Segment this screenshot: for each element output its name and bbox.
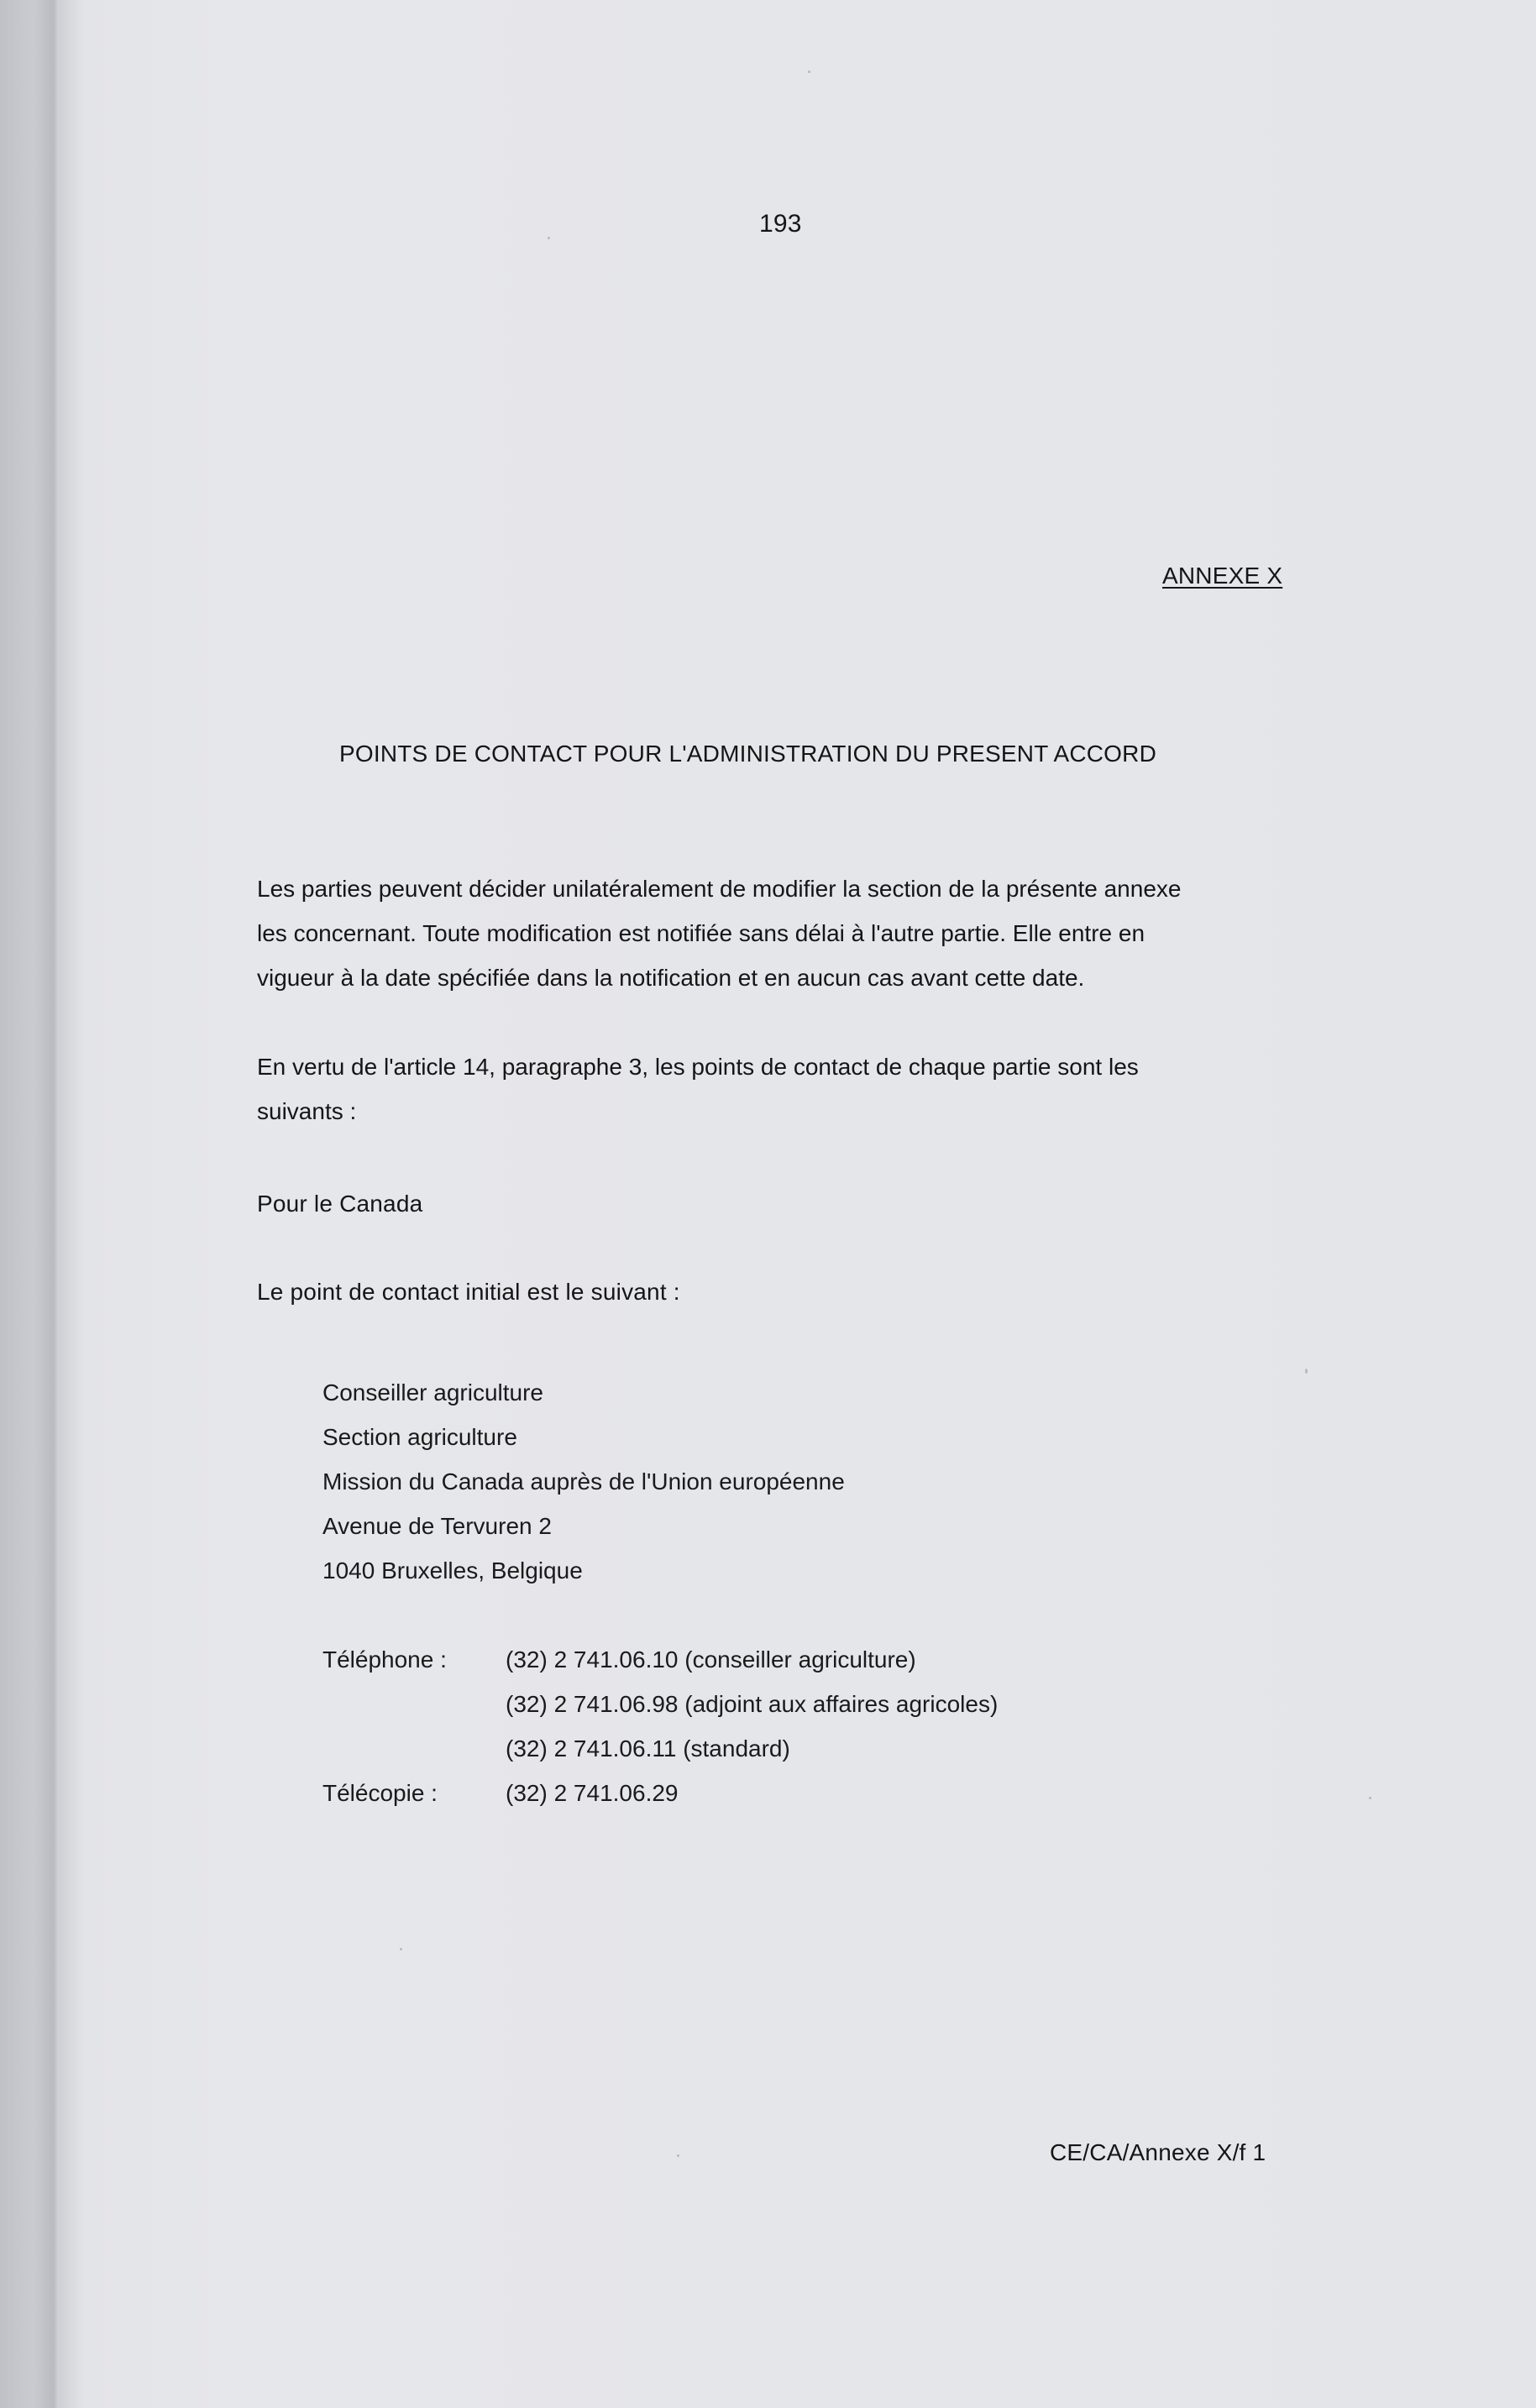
- paper-speck: [1305, 1369, 1308, 1374]
- telephone-number-standard: (32) 2 741.06.11 (standard): [506, 1735, 790, 1762]
- contact-row-telephone: [322, 1637, 998, 1682]
- article-line: suivants :: [257, 1098, 357, 1124]
- intro-line: vigueur à la date spécifiée dans la notification et en aucun cas avant cette date.: [257, 965, 1085, 991]
- telephone-label: Téléphone :: [322, 1646, 447, 1673]
- paper-speck: [400, 1948, 402, 1950]
- telephone-number-agriculture: (32) 2 741.06.10 (conseiller agriculture): [506, 1646, 916, 1673]
- paper-speck: [1369, 1797, 1371, 1799]
- page-binding-edge: [0, 0, 59, 2408]
- annex-label: ANNEXE X: [1162, 563, 1283, 589]
- address-line: 1040 Bruxelles, Belgique: [322, 1557, 583, 1584]
- address-line: Mission du Canada auprès de l'Union européenne: [322, 1468, 845, 1495]
- contact-numbers-table: [322, 1637, 998, 1815]
- empty-label: [322, 1726, 506, 1771]
- canada-section-label: Pour le Canada: [257, 1191, 423, 1217]
- article-line: En vertu de l'article 14, paragraphe 3, les points de contact de chaque partie sont les: [257, 1054, 1139, 1080]
- contact-row-telephone-standard: [322, 1726, 998, 1771]
- contact-address: [322, 1370, 845, 1593]
- initial-contact-label: Le point de contact initial est le suivant :: [257, 1279, 680, 1305]
- contact-row-telephone-deputy: [322, 1682, 998, 1726]
- empty-label: [322, 1682, 506, 1726]
- footer-reference: CE/CA/Annexe X/f 1: [1050, 2139, 1266, 2165]
- intro-line: Les parties peuvent décider unilatéralement de modifier la section de la présente annexe: [257, 876, 1182, 902]
- intro-line: les concernant. Toute modification est notifiée sans délai à l'autre partie. Elle entre en: [257, 920, 1145, 946]
- page-number: 193: [759, 210, 802, 238]
- intro-paragraph: [257, 866, 1290, 1000]
- address-line: Conseiller agriculture: [322, 1379, 544, 1406]
- document-title: POINTS DE CONTACT POUR L'ADMINISTRATION DU PRESENT ACCORD: [339, 741, 1156, 767]
- address-line: Section agriculture: [322, 1424, 517, 1450]
- fax-number: (32) 2 741.06.29: [506, 1780, 679, 1806]
- contact-row-fax: [322, 1771, 998, 1815]
- paper-speck: [677, 2154, 679, 2157]
- telephone-number-deputy: (32) 2 741.06.98 (adjoint aux affaires agricoles): [506, 1691, 999, 1717]
- fax-label: Télécopie :: [322, 1780, 438, 1806]
- paper-speck: [808, 71, 810, 73]
- article-paragraph: [257, 1044, 1290, 1133]
- paper-speck: [548, 237, 550, 239]
- address-line: Avenue de Tervuren 2: [322, 1513, 552, 1539]
